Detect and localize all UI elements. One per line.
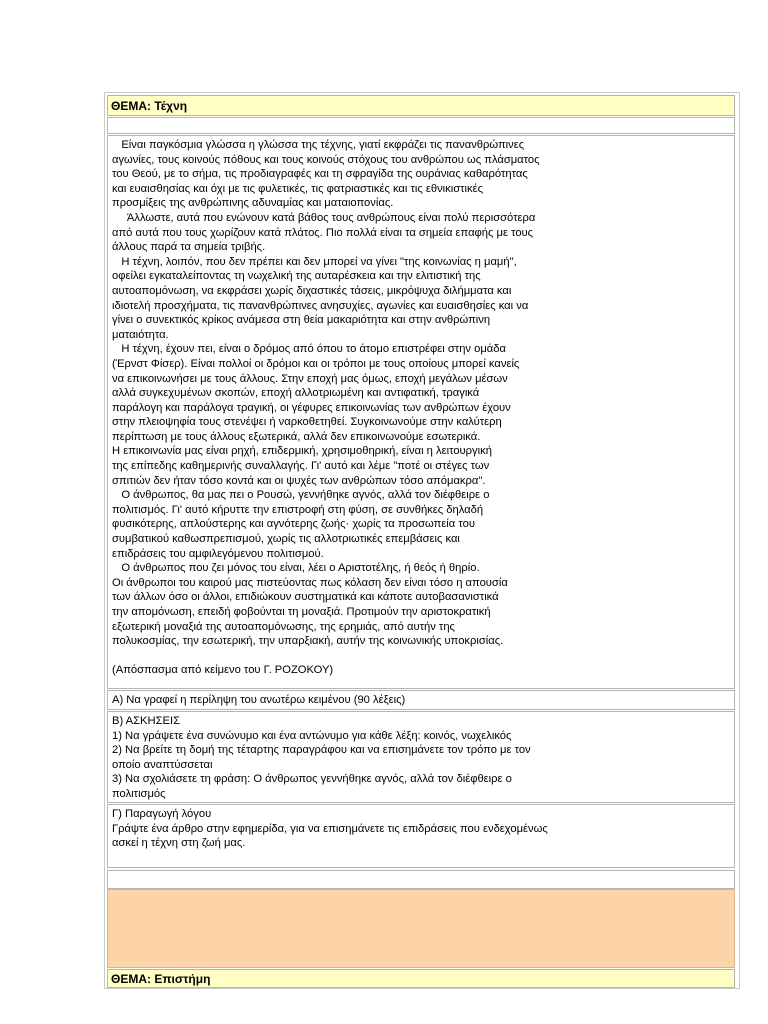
main-text-line: γίνει ο συνεκτικός κρίκος ανάμεσα στη θεία μακαριότητα και στην ανθρώπινη [112, 314, 491, 327]
task-c-line: Γ) Παραγωγή λόγου [112, 808, 212, 820]
topic-title: ΘΕΜΑ: Τέχνη [111, 99, 188, 113]
main-text-line: (Έρνστ Φίσερ). Είναι πολλοί οι δρόμοι και οι τρόποι με τους οποίους μπορεί κανείς [112, 357, 520, 370]
task-b-line: 1) Να γράψετε ένα συνώνυμο και ένα αντώνυμο για κάθε λέξη: κοινός, νωχελικός [112, 729, 512, 742]
task-a-text: Α) Να γραφεί η περίληψη του ανωτέρω κειμένου (90 λέξεις) [112, 694, 406, 706]
main-text-line: προσμίξεις της ανθρώπινης αδυναμίας και ματαιοπονίας. [112, 197, 394, 210]
main-text-line: την απομόνωση, επειδή φοβούνται τη μοναξιά. Προτιμούν την αριστοκρατική [112, 606, 491, 618]
main-text-line: Η επικοινωνία μας είναι ρηχή, επιδερμική, χρησιμοθηρική, είναι η λειτουργική [112, 445, 492, 458]
main-text-line: Οι άνθρωποι του καιρού μας πιστεύοντας πως κόλαση δεν είναι τόσο η απουσία [112, 576, 508, 589]
main-text-line: περίπτωση με τους άλλους εξωτερικά, αλλά δεν επικοινωνούμε εσωτερικά. [112, 430, 481, 443]
task-b-line: 3) Να σχολιάσετε τη φράση: Ο άνθρωπος γεννήθηκε αγνός, αλλά τον διέφθειρε ο [112, 773, 512, 786]
main-text-line: του Θεού, με το σήμα, τις προδιαγραφές και τη σφραγίδα της ουράνιας καθαρότητας [112, 168, 528, 181]
main-text-line: οφείλει εγκαταλείποντας τη νωχελική της αυταρέσκεια και την ελιτιστική της [112, 270, 481, 283]
main-text [108, 136, 734, 680]
main-text-line: συμβατικού καθωσπρεπισμού, χωρίς τις αλλοτριωτικές επεμβάσεις και [112, 533, 460, 546]
main-text-line: Είναι παγκόσμια γλώσσα η γλώσσα της τέχνης, γιατί εκφράζει τις πανανθρώπινες [112, 139, 525, 151]
task-b-line: Β) ΑΣΚΗΣΕΙΣ [112, 715, 180, 727]
main-text-line: φυσικότερης, απλούστερης και αγνότερης ζωής· χωρίς τα προσωπεία του [112, 518, 475, 531]
next-topic-header-cell [107, 969, 735, 988]
main-text-line: αυτοαπομόνωση, να εκφράσει χωρίς διχαστικές τάσεις, μικρόψυχα διλήμματα και [112, 284, 512, 297]
main-text-line: από αυτά που τους χωρίζουν κατά πλάτος. Πιο πολλά είναι τα σημεία επαφής με τους [112, 226, 534, 239]
blank-line [112, 649, 730, 664]
main-text-line: παράλογη και παράλογα τραγική, οι γέφυρες επικοινωνίας των ανθρώπων έχουν [112, 401, 511, 414]
main-text-line: πολυκοσμίας, την εσωτερική, την υπαρξιακή, αυτήν της κοινωνικής υποκρισίας. [112, 635, 504, 648]
topic-header-cell [107, 95, 735, 116]
task-c-line: ασκεί η τέχνη στη ζωή μας. [112, 837, 246, 850]
task-c-line: Γράψτε ένα άρθρο στην εφημερίδα, για να επισημάνετε τις επιδράσεις που ενδεχομένως [112, 822, 548, 835]
main-text-line: Ο άνθρωπος, θα μας πει ο Ρουσώ, γεννήθηκε αγνός, αλλά τον διέφθειρε ο [112, 489, 490, 502]
main-text-line: πολιτισμός. Γι' αυτό κήρυττε την επιστροφή στη φύση, σε συνθήκες δηλαδή [112, 503, 484, 516]
main-text-line: Άλλωστε, αυτά που ενώνουν κατά βάθος τους ανθρώπους είναι πολύ περισσότερα [112, 211, 536, 224]
task-b-line: πολιτισμός [112, 787, 166, 800]
task-c-text [108, 805, 734, 853]
empty-row-top [107, 117, 735, 134]
main-text-line: των άλλων όσο οι άλλοι, επιδιώκουν συστηματικά και κάποτε αυτοβασανιστικά [112, 591, 499, 604]
task-b-cell [107, 711, 735, 803]
main-text-line: αγωνίες, τους κοινούς πόθους και τους κοινούς στόχους του ανθρώπου ως πλάσματος [112, 153, 540, 166]
main-text-line: Η τέχνη, έχουν πει, είναι ο δρόμος από όπου το άτομο επιστρέφει στην ομάδα [112, 343, 506, 356]
orange-spacer-block [107, 889, 735, 968]
main-text-line: στην πλειοψηφία τους στενέψει ή ναρκοθετηθεί. Συγκοινωνούμε στην καλύτερη [112, 416, 502, 429]
task-b-line: οποίο αναπτύσσεται [112, 758, 213, 771]
main-text-line: Ο άνθρωπος που ζει μόνος του είναι, λέει ο Αριστοτέλης, ή θεός ή θηρίο. [112, 562, 480, 575]
empty-row-bottom [107, 870, 735, 889]
main-text-line: επιδράσεις του αμφιλεγόμενου πολιτισμού. [112, 547, 324, 560]
source-citation: (Απόσπασμα από κείμενο του Γ. ΡΟΖΟΚΟΥ) [112, 664, 334, 677]
main-text-line: εξωτερική μοναξιά της αυτοαπομόνωσης, της ερημιάς, από αυτήν της [112, 620, 455, 633]
main-text-cell [107, 135, 735, 689]
main-text-line: να επικοινωνήσει με τους άλλους. Στην εποχή μας όμως, εποχή μεγάλων μέσων [112, 372, 508, 385]
task-b-line: 2) Να βρείτε τη δομή της τέταρτης παραγράφου και να επισημάνετε τον τρόπο με τον [112, 744, 531, 757]
main-text-line: αλλά συγκεχυμένων σκοπών, εποχή αλλοτριωμένη και αντιφατική, τραγικά [112, 387, 480, 400]
main-text-line: της επίπεδης καθημερινής συναλλαγής. Γι' αυτό και λέμε "ποτέ οι στέγες των [112, 460, 490, 473]
main-text-line: και ευαισθησίας και όχι με τις φυλετικές, τις φατριαστικές και τις εθνικιστικές [112, 182, 484, 195]
task-a-cell [107, 690, 735, 710]
task-b-text [108, 712, 734, 804]
main-text-line: Η τέχνη, λοιπόν, που δεν πρέπει και δεν μπορεί να γίνει "της κοινωνίας η μαμή", [112, 255, 517, 268]
task-c-cell [107, 804, 735, 868]
next-topic-title: ΘΕΜΑ: Επιστήμη [111, 972, 211, 986]
main-text-line: ματαιότητα. [112, 328, 169, 341]
main-text-line: άλλους παρά τα σημεία τριβής. [112, 241, 266, 254]
main-text-line: ιδιοτελή προσχήματα, τις πανανθρώπινες ανησυχίες, αγωνίες και ευαισθησίες και να [112, 299, 529, 312]
main-text-line: σπιτιών δεν ήταν τόσο κοντά και οι ψυχές των ανθρώπων τόσο απόμακρα". [112, 474, 486, 487]
